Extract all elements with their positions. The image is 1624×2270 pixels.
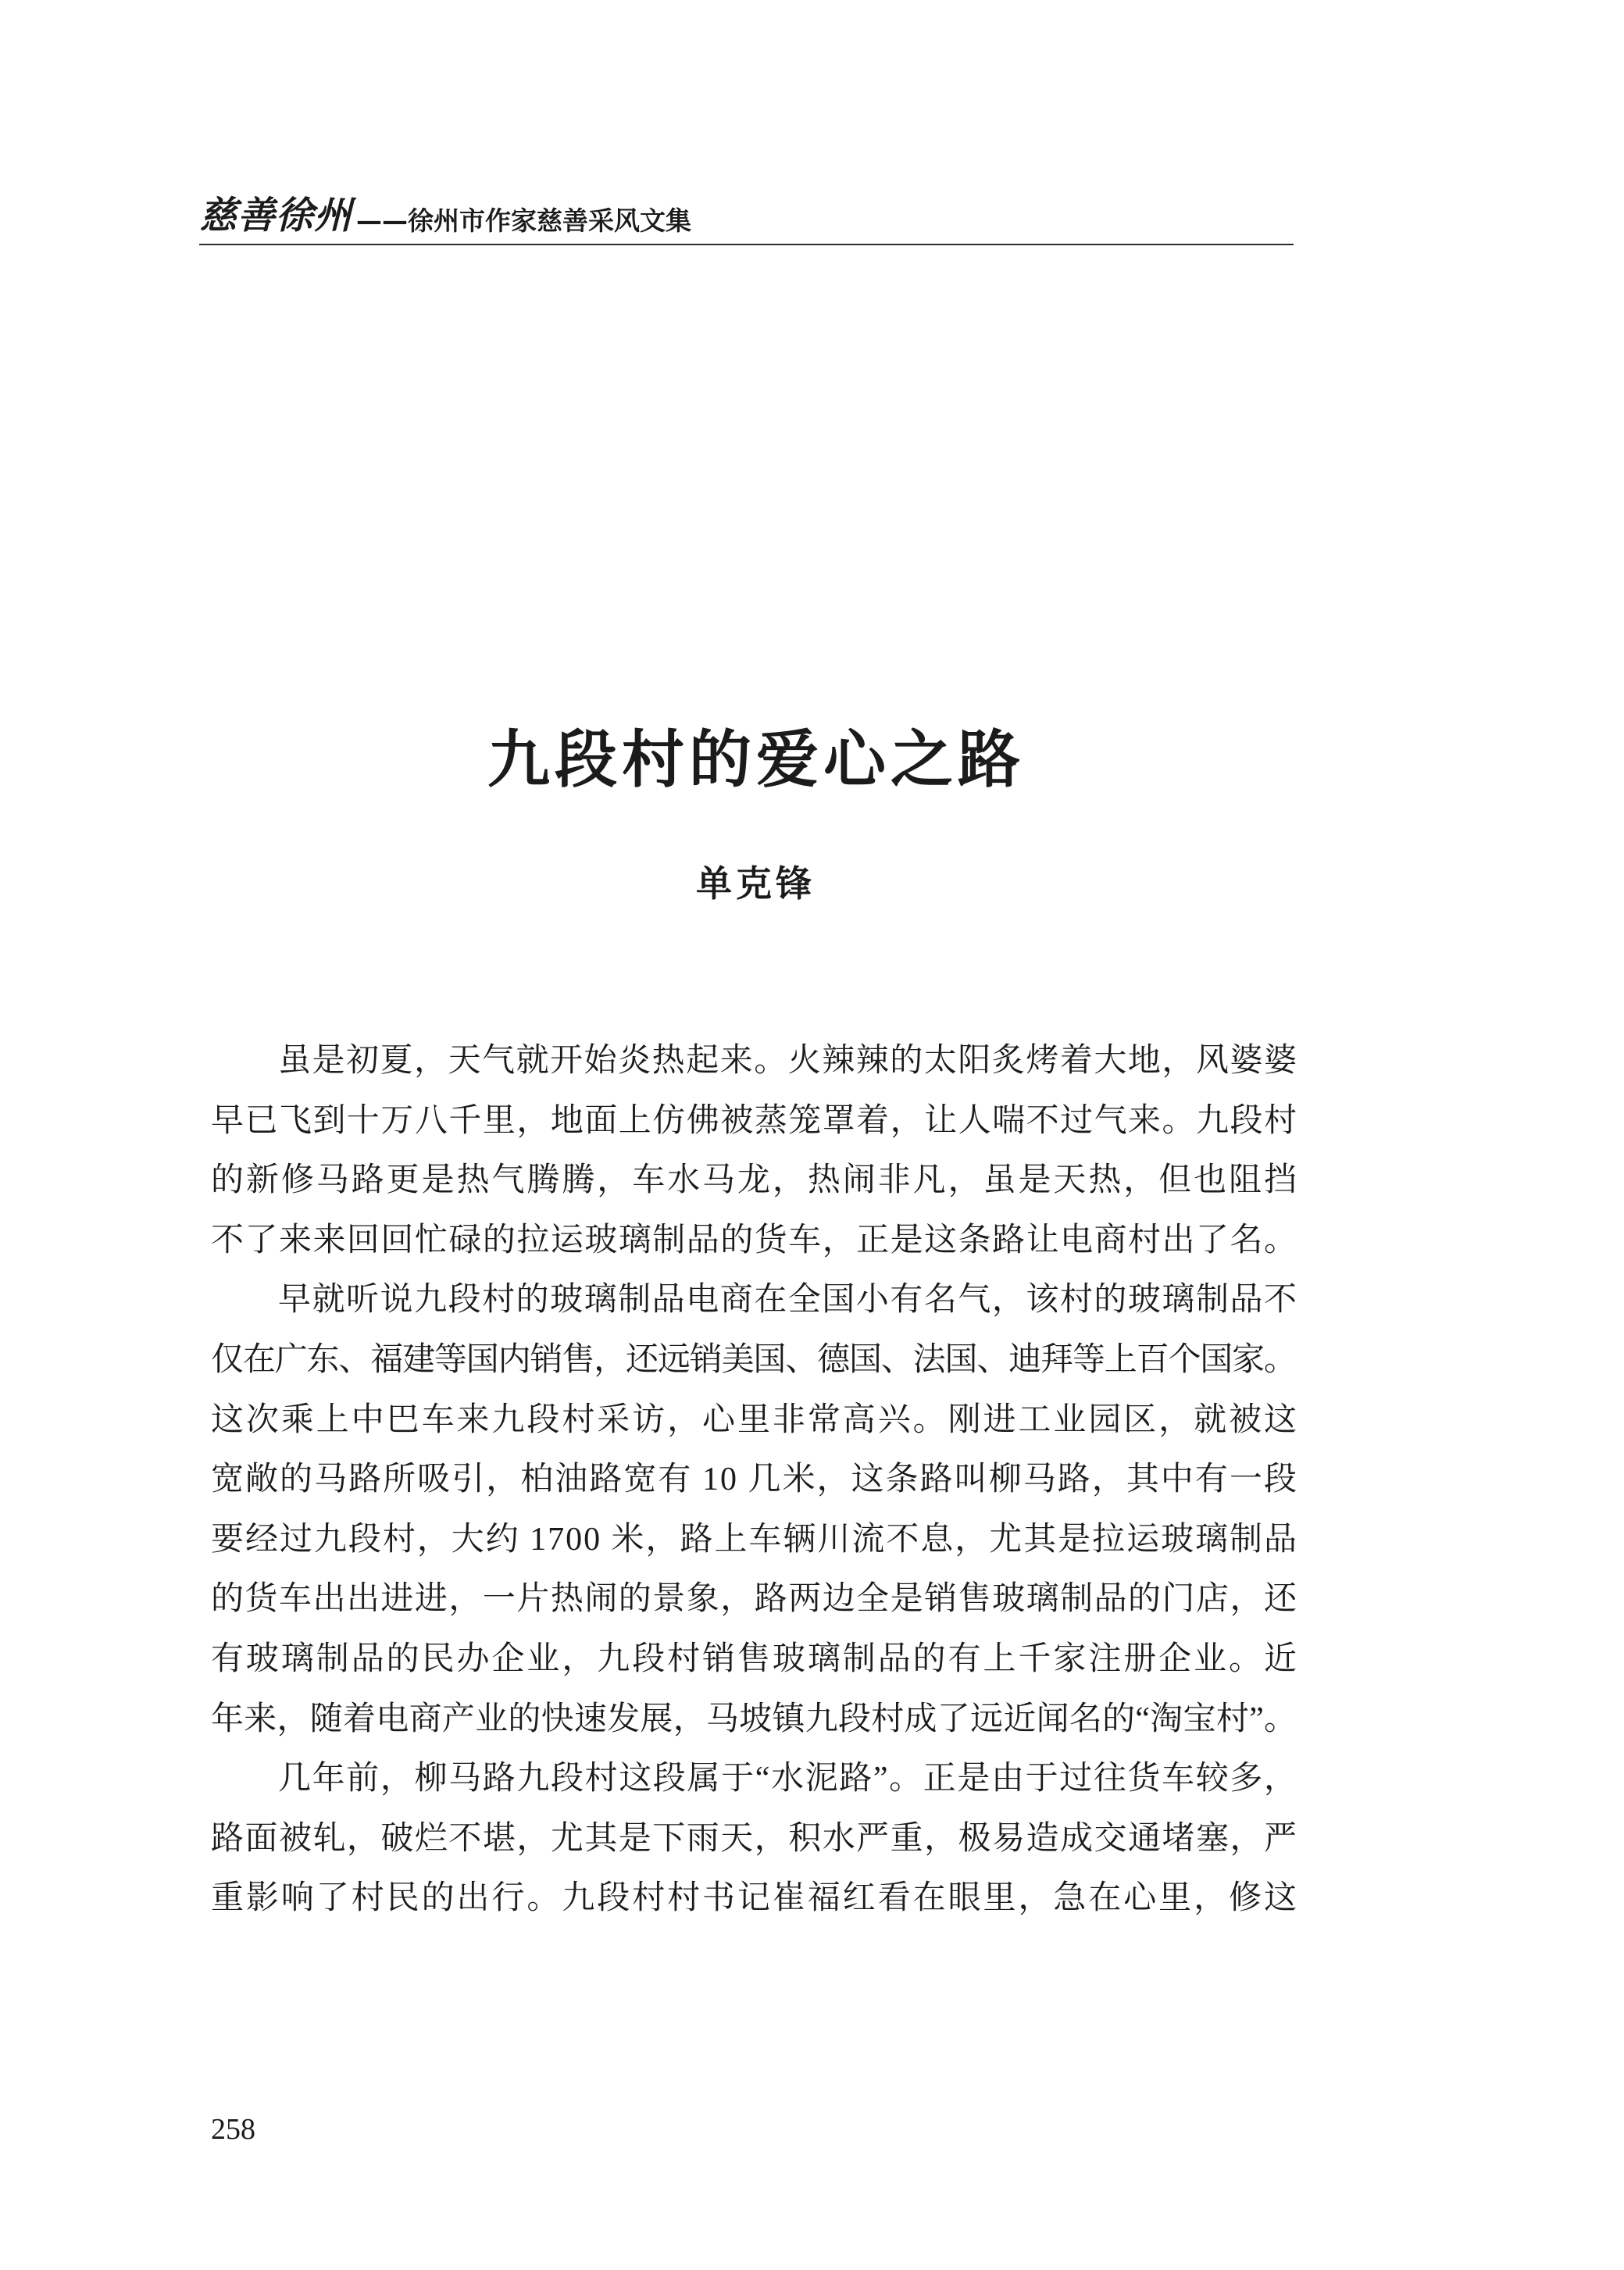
article-author: 单克锋 xyxy=(696,862,816,905)
body-line xyxy=(211,1868,1297,1929)
body-line xyxy=(211,1330,1297,1390)
body-line-text: 早已飞到十万八千里，地面上仿佛被蒸笼罩着，让人喘不过气来。九段村 xyxy=(211,1102,1298,1139)
body-line-text: 年来，随着电商产业的快速发展，马坡镇九段村成了远近闻名的“淘宝村”。 xyxy=(211,1701,1297,1737)
body-line-text: 要经过九段村，大约 1700 米，路上车辆川流不息，尤其是拉运玻璃制品 xyxy=(211,1521,1298,1558)
body-line xyxy=(211,1211,1297,1271)
body-line-text: 不了来来回回忙碌的拉运玻璃制品的货车，正是这条路让电商村出了名。 xyxy=(211,1222,1298,1258)
body-line xyxy=(211,1510,1297,1570)
running-head-series-title: ——徐州市作家慈善采风文集 xyxy=(356,205,691,236)
paragraph xyxy=(211,1031,1297,1270)
body-line-text: 宽敞的马路所吸引，柏油路宽有 10 几米，这条路叫柳马路，其中有一段 xyxy=(211,1462,1299,1498)
body-line-text: 早就听说九段村的玻璃制品电商在全国小有名气，该村的玻璃制品不 xyxy=(278,1282,1298,1319)
body-line xyxy=(211,1450,1297,1510)
body-line xyxy=(211,1151,1297,1211)
body-line xyxy=(211,1569,1297,1629)
body-line-text: 重影响了村民的出行。九段村村书记崔福红看在眼里，急在心里，修这 xyxy=(211,1880,1299,1917)
paragraph xyxy=(211,1270,1297,1749)
header-rule xyxy=(199,244,1294,245)
body-line-text: 有玻璃制品的民办企业，九段村销售玻璃制品的有上千家注册企业。近 xyxy=(211,1640,1299,1677)
paragraph xyxy=(211,1749,1297,1929)
article-body xyxy=(211,1031,1297,1929)
body-line xyxy=(211,1629,1297,1690)
article-title: 九段村的爱心之路 xyxy=(487,723,1025,796)
body-line-text: 仅在广东、福建等国内销售，还远销美国、德国、法国、迪拜等上百个国家。 xyxy=(211,1341,1296,1378)
body-line-text: 虽是初夏，天气就开始炎热起来。火辣辣的太阳炙烤着大地，风婆婆 xyxy=(278,1043,1298,1079)
body-line xyxy=(211,1390,1297,1451)
body-line xyxy=(211,1749,1297,1809)
body-line xyxy=(211,1031,1297,1091)
body-line xyxy=(211,1091,1297,1151)
body-line-text: 几年前，柳马路九段村这段属于“水泥路”。正是由于过往货车较多， xyxy=(278,1761,1298,1797)
body-line-text: 的货车出出进进，一片热闹的景象，路两边全是销售玻璃制品的门店，还 xyxy=(211,1581,1298,1618)
page-number: 258 xyxy=(211,2113,255,2146)
body-line-text: 的新修马路更是热气腾腾，车水马龙，热闹非凡，虽是天热，但也阻挡 xyxy=(211,1162,1299,1199)
body-line-text: 路面被轧，破烂不堪，尤其是下雨天，积水严重，极易造成交通堵塞，严 xyxy=(211,1820,1298,1857)
body-line xyxy=(211,1270,1297,1330)
body-line xyxy=(211,1690,1297,1750)
running-head-logo: 慈善徐州 xyxy=(199,194,353,237)
body-line xyxy=(211,1809,1297,1869)
body-line-text: 这次乘上中巴车来九段村采访，心里非常高兴。刚进工业园区，就被这 xyxy=(211,1401,1299,1438)
